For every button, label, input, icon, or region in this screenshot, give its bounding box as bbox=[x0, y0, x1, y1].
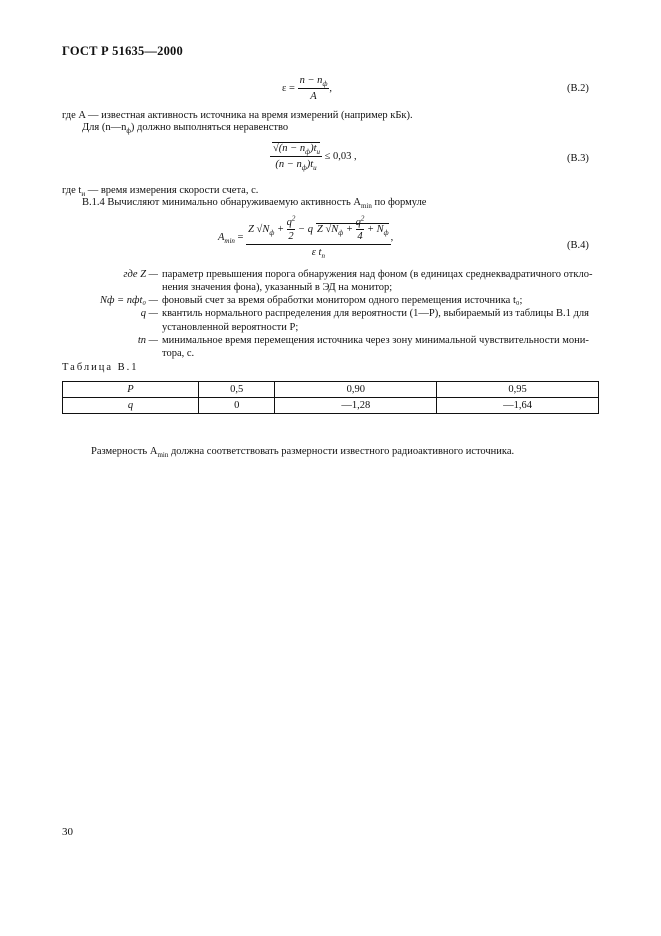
definition-term: где Z — bbox=[123, 269, 158, 280]
definition-term: Nф = nфt₀ — bbox=[99, 295, 158, 307]
table-cell: P bbox=[63, 382, 199, 398]
text-activity-definition: где A — известная активность источника на время измерений (например кБк). bbox=[62, 110, 413, 121]
eq-b3-rhs: ≤ 0,03 , bbox=[324, 151, 357, 163]
table-cell: 0 bbox=[199, 398, 275, 414]
definition-item bbox=[62, 307, 602, 333]
eq-b4-numerator: Z $√N_ф$ + $\frac{q^2}{2}$ − q Z $√N_ф$ + $\frac{q^2}{4}$ + $N_ф$ bbox=[246, 216, 391, 245]
eq-b2-label: (В.2) bbox=[567, 83, 589, 94]
eq-b3-label: (В.3) bbox=[567, 153, 589, 164]
eq-b2-fraction bbox=[298, 74, 333, 103]
definition-description: минимальное время перемещения источника через зону минимальной чувствительности мони-тора, с. bbox=[162, 334, 589, 359]
table-row bbox=[63, 382, 599, 398]
table-cell: 0,5 bbox=[199, 382, 275, 398]
definition-description: фоновый счет за время обработки монитором одного перемещения источника t₀; bbox=[162, 295, 523, 307]
definition-term: q — bbox=[140, 308, 158, 320]
table-cell: —1,28 bbox=[275, 398, 437, 414]
table-cell: —1,64 bbox=[437, 398, 599, 414]
definition-description: квантиль нормального распределения для вероятности (1—P), выбираемый из таблицы В.1 для установленной вероятности P; bbox=[162, 308, 589, 333]
table-caption: Таблица В.1 bbox=[62, 362, 139, 373]
definition-item bbox=[62, 294, 602, 307]
eq-b4-fraction bbox=[246, 216, 391, 259]
eq-b2-lhs: ε = bbox=[282, 83, 295, 95]
table-cell: 0,90 bbox=[275, 382, 437, 398]
document-header: ГОСТ Р 51635—2000 bbox=[62, 44, 183, 58]
eq-b4-denominator: ε $t_п$ bbox=[311, 247, 325, 261]
equation-b2 bbox=[282, 74, 332, 103]
table-cell: q bbox=[63, 398, 199, 414]
eq-b2-denominator: A bbox=[310, 91, 317, 103]
eq-b3-fraction bbox=[270, 142, 322, 171]
closing-paragraph: Размерность $A_{min}$ должна соответствовать размерности известного радиоактивного источника. bbox=[91, 446, 515, 460]
table-row bbox=[63, 398, 599, 414]
text-b14-intro: В.1.4 Вычисляют минимально обнаруживаемую активность $A_{min}$ по формуле bbox=[82, 197, 427, 211]
equation-b4: $A_{min}$ = Z $√N_ф$ + $\frac{q^2}{2}$ − q Z $√N_ф$ + $\frac{q^2}{4}$ + $N_ф$ ε $t_п$ , bbox=[218, 214, 394, 261]
eq-b2-tail: , bbox=[329, 83, 333, 95]
definition-item bbox=[62, 268, 602, 294]
eq-b2-numerator: $n - n_ф$ bbox=[299, 75, 328, 89]
table-b1 bbox=[62, 381, 599, 414]
table-cell: 0,95 bbox=[437, 382, 599, 398]
eq-b4-lhs: $A_{min}$ bbox=[218, 232, 235, 246]
eq-b4-label: (В.4) bbox=[567, 240, 589, 251]
text-inequality-intro: Для $(n—n_ф)$ должно выполняться неравенство bbox=[82, 122, 289, 136]
variable-definitions bbox=[62, 268, 602, 360]
equation-b3 bbox=[270, 142, 357, 171]
definition-description: параметр превышения порога обнаружения над фоном (в единицах среднеквадратичного откло-нения значения фона), указанный в ЭД на монитор; bbox=[162, 269, 593, 294]
page-number: 30 bbox=[62, 826, 73, 838]
definition-item bbox=[62, 334, 602, 360]
eq-b4-tail: , bbox=[390, 232, 394, 244]
text-measurement-time: где $t_и$ — время измерения скорости счета, с. bbox=[62, 185, 259, 199]
eq-b3-denominator: $(n - n_ф)t_и$ bbox=[275, 159, 317, 173]
eq-b3-numerator: $√(n - n_ф)t_и$ bbox=[270, 142, 322, 157]
definition-term: tп — bbox=[137, 334, 158, 346]
